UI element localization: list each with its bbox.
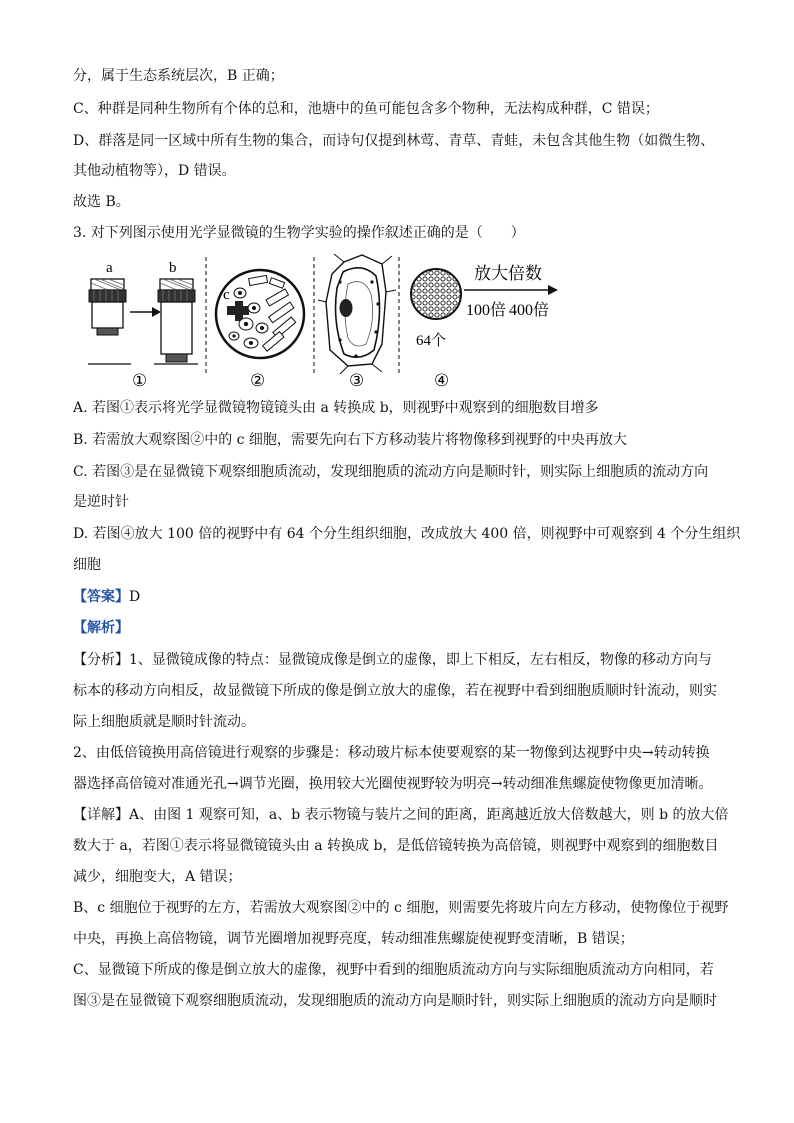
option-b: B. 若需放大观察图②中的 c 细胞，需要先向右下方移动装片将物像移到视野的中央再放大	[73, 432, 627, 448]
analysis-heading: 【解析】	[73, 620, 129, 636]
arrow-a-to-b	[130, 307, 161, 317]
paragraph-5: 故选 B。	[73, 194, 130, 210]
question-stem: 3. 对下列图示使用光学显微镜的生物学实验的操作叙述正确的是（ ）	[73, 225, 525, 241]
option-a: A. 若图①表示将光学显微镜物镜镜头由 a 转换成 b，则视野中观察到的细胞数目增多	[73, 400, 599, 416]
microscope-figure	[86, 252, 576, 392]
fenxi-line-1	[73, 650, 712, 670]
field-of-view-2	[216, 270, 304, 358]
xiangjie-line-1	[73, 805, 729, 825]
magnification-high: 400倍	[509, 302, 550, 319]
option-d: D. 若图④放大 100 倍的视野中有 64 个分生组织细胞，改成放大 400 倍，则视野中可观察到 4 个分生组织	[73, 526, 741, 542]
xiangjie-line-3: 减少，细胞变大，A 错误；	[73, 869, 242, 885]
fenxi-line-3: 际上细胞质就是顺时针流动。	[73, 714, 255, 730]
label-c: c	[223, 287, 230, 303]
option-c-continued: 是逆时针	[73, 494, 129, 510]
fenxi-line-5: 器选择高倍镜对准通光孔→调节光圈，换用较大光圈使视野较为明亮→转动细准焦螺旋使物像更加清晰。	[73, 776, 713, 792]
answer-line	[73, 587, 140, 607]
magnification-label: 放大倍数	[474, 264, 542, 283]
fenxi-text-1: 1、显微镜成像的特点：显微镜成像是倒立的虚像，即上下相反，左右相反，物像的移动方向与	[129, 652, 712, 668]
label-b: b	[169, 260, 177, 276]
answer-value: D	[129, 589, 141, 605]
fenxi-tag: 【分析】	[73, 652, 129, 668]
paragraph-3: D、群落是同一区域中所有生物的集合，而诗句仅提到林莺、青草、青蛙，未包含其他生物（如微生物、	[73, 133, 715, 149]
paragraph-4: 其他动植物等），D 错误。	[73, 163, 236, 179]
plant-cell	[318, 254, 396, 374]
fenxi-line-2: 标本的移动方向相反，故显微镜下所成的像是倒立放大的虚像，若在视野中看到细胞质顺时针流动，则实	[73, 683, 717, 699]
paragraph-1: 分，属于生态系统层次，B 正确；	[73, 68, 284, 84]
cell-count-label: 64个	[416, 333, 447, 349]
xiangjie-tag: 【详解】	[73, 807, 129, 823]
option-d-continued: 细胞	[73, 557, 101, 573]
xiangjie-line-2: 数大于 a，若图①表示将显微镜镜头由 a 转换成 b，是低倍镜转换为高倍镜，则视野中观察到的细胞数目	[73, 838, 719, 854]
xiangjie-line-6: C、显微镜下所成的像是倒立放大的虚像，视野中看到的细胞质流动方向与实际细胞质流动方向相同，若	[73, 962, 714, 978]
objective-lens-a	[89, 279, 126, 335]
microscope-figure-svg	[86, 252, 576, 392]
panel-number-1: ①	[132, 371, 148, 391]
magnification-arrow	[464, 285, 558, 295]
fenxi-line-4: 2、由低倍镜换用高倍镜进行观察的步骤是：移动玻片标本使要观察的某一物像到达视野中央→转动转换	[73, 745, 710, 761]
paragraph-2: C、种群是同种生物所有个体的总和，池塘中的鱼可能包含多个物种，无法构成种群，C 错误；	[73, 101, 659, 117]
panel-number-3: ③	[349, 371, 365, 391]
panel-number-2: ②	[250, 371, 266, 391]
xiangjie-text-1: A、由图 1 观察可知，a、b 表示物镜与装片之间的距离，距离越近放大倍数越大，则 b 的放大倍	[129, 807, 729, 823]
xiangjie-line-7: 图③是在显微镜下观察细胞质流动，发现细胞质的流动方向是顺时针，则实际上细胞质的流动方向是顺时	[73, 993, 717, 1009]
objective-lens-b	[158, 279, 195, 362]
xiangjie-line-5: 中央，再换上高倍物镜，调节光圈增加视野亮度，转动细准焦螺旋使视野变清晰，B 错误；	[73, 931, 634, 947]
label-a: a	[106, 260, 113, 276]
option-c: C. 若图③是在显微镜下观察细胞质流动，发现细胞质的流动方向是顺时针，则实际上细胞质的流动方向	[73, 464, 709, 480]
answer-tag: 【答案】	[73, 589, 129, 605]
xiangjie-line-4: B、c 细胞位于视野的左方，若需放大观察图②中的 c 细胞，则需要先将玻片向左方移动，使物像位于视野	[73, 900, 729, 916]
dense-cell-field	[411, 269, 461, 319]
magnification-low: 100倍	[466, 302, 507, 319]
panel-number-4: ④	[434, 371, 450, 391]
